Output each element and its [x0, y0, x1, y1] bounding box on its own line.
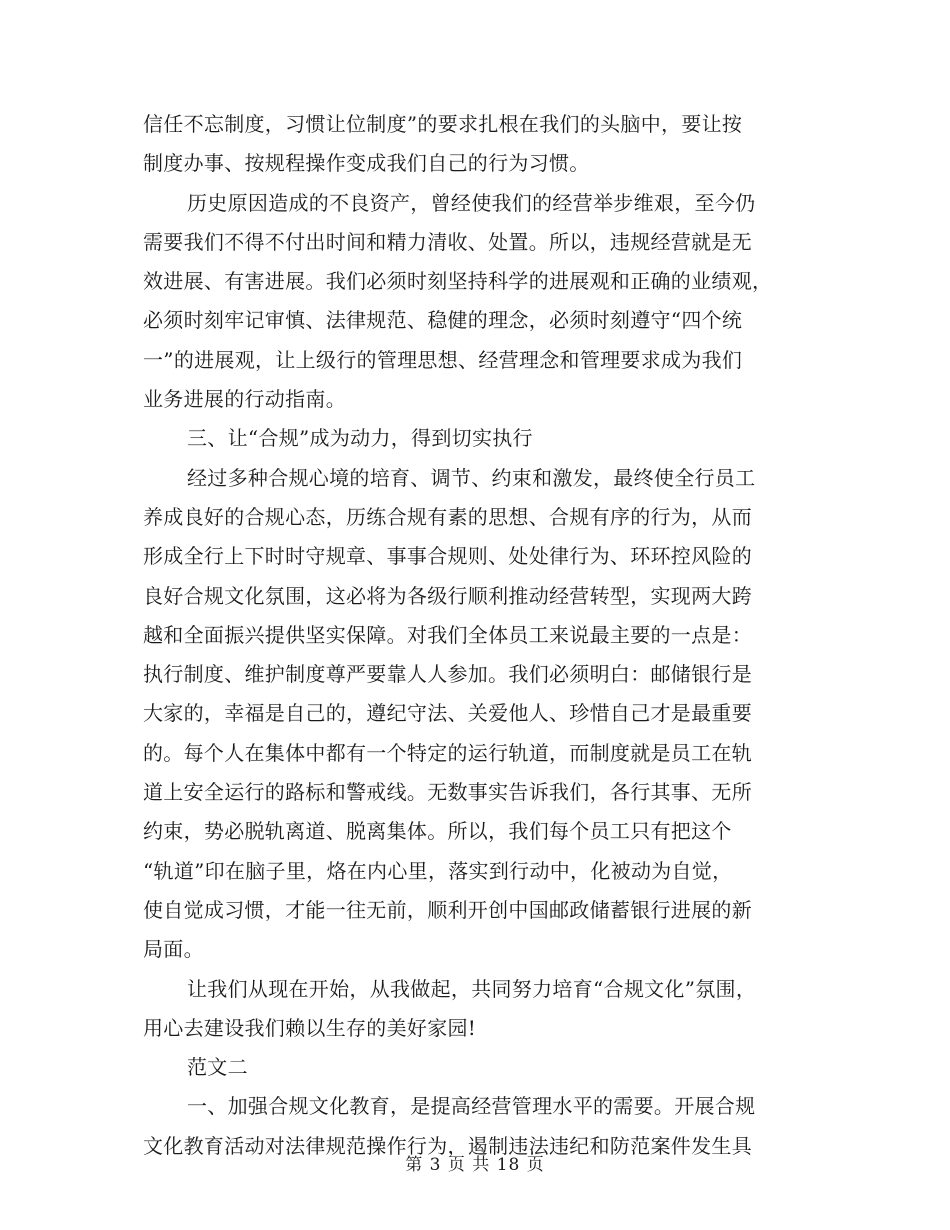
- text-line: 执行制度、维护制度尊严要靠人人参加。我们必须明白：邮储银行是: [143, 662, 752, 687]
- text-line: 效进展、有害进展。我们必须时刻坚持科学的进展观和正确的业绩观，: [143, 269, 773, 294]
- text-line: 用心去建设我们赖以生存的美好家园!: [143, 1015, 477, 1040]
- text-line: 信任不忘制度，习惯让位制度”的要求扎根在我们的头脑中，要让按: [143, 112, 743, 136]
- page-footer: 第 3 页 共 18 页: [405, 1155, 545, 1175]
- text-line: 大家的，幸福是自己的，遵纪守法、关爱他人、珍惜自己才是最重要: [143, 701, 752, 726]
- text-line: 道上安全运行的路标和警戒线。无数事实告诉我们，各行其事、无所: [143, 780, 752, 805]
- text-line: 越和全面振兴提供坚实保障。对我们全体员工来说最主要的一点是：: [143, 622, 752, 647]
- text-line: 文化教育活动对法律规范操作行为，遏制违法违纪和防范案件发生具: [143, 1133, 752, 1158]
- text-line: 历史原因造成的不良资产，曾经使我们的经营举步维艰，至今仍: [187, 190, 756, 215]
- document-body: [143, 105, 807, 1166]
- text-line: 业务进展的行动指南。: [143, 387, 346, 412]
- text-line: 必须时刻牢记审慎、法律规范、稳健的理念，必须时刻遵守“四个统: [143, 308, 743, 333]
- text-line: 需要我们不得不付出时间和精力清收、处置。所以，违规经营就是无: [143, 229, 752, 254]
- text-line: 局面。: [143, 937, 204, 962]
- text-line: 约束，势必脱轨离道、脱离集体。所以，我们每个员工只有把这个: [143, 819, 732, 844]
- text-line: 一、加强合规文化教育，是提高经营管理水平的需要。开展合规: [187, 1094, 756, 1119]
- text-line: 形成全行上下时时守规章、事事合规则、处处律行为、环环控风险的: [143, 544, 752, 569]
- text-line: 一”的进展观，让上级行的管理思想、经营理念和管理要求成为我们: [143, 347, 743, 372]
- text-line: 制度办事、按规程操作变成我们自己的行为习惯。: [143, 151, 590, 176]
- text-line: 让我们从现在开始，从我做起，共同努力培育“合规文化”氛围，: [187, 976, 757, 1001]
- text-line: “轨道”印在脑子里，烙在内心里，落实到行动中，化被动为自觉，: [143, 858, 733, 883]
- text-line: 经过多种合规心境的培育、调节、约束和激发，最终使全行员工: [187, 465, 756, 490]
- text-line: 良好合规文化氛围，这必将为各级行顺利推动经营转型，实现两大跨: [143, 583, 752, 608]
- text-line: 使自觉成习惯，才能一往无前，顺利开创中国邮政储蓄银行进展的新: [143, 897, 752, 922]
- text-line: 三、让“合规”成为动力，得到切实执行: [187, 426, 533, 451]
- text-line: 养成良好的合规心态，历练合规有素的思想、合规有序的行为，从而: [143, 504, 752, 529]
- text-line: 范文二: [187, 1055, 248, 1080]
- text-line: 的。每个人在集体中都有一个特定的运行轨道，而制度就是员工在轨: [143, 740, 752, 765]
